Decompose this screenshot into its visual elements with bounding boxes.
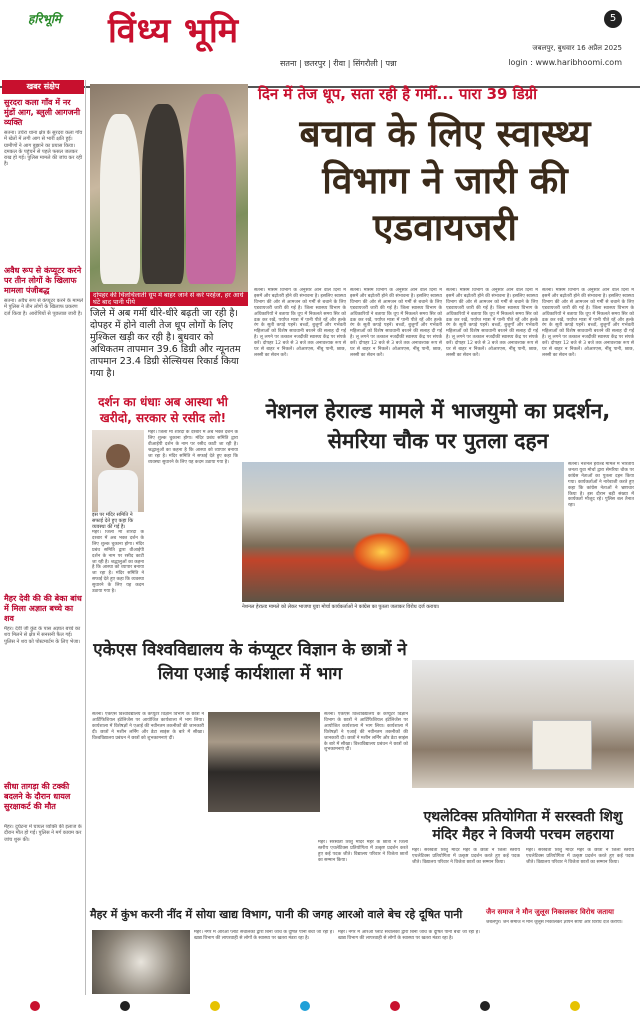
darshan-body: मैहर। जिला मां शारदा के दरबार में अब भक्त दर्शन के लिए शुल्क चुकाना होगा। मंदिर प्रबंध समिति द्वारा वीआईपी दर्शन के नाम पर रसीद काटी जा रही है। श्रद्धालुओं का कहना है कि आस्था को व्यापार बनाया जा रहा है। मंदिर समिति ने सफाई देते हुए कहा कि व्यवस्था सुधारने के लिए यह कदम उठाया गया है।	[148, 430, 238, 465]
darshan-photo-caption: इस पर मंदिर समिति ने सफाई देते हुए कहा कि व्यवस्था की गई है।	[92, 512, 134, 530]
brief-headline: अवैध रूप से कंप्यूटर करने पर तीन लोगों के खिलाफ मामला पंजीबद्ध	[4, 266, 82, 295]
darshan-headline: दर्शन का धंधाः अब आस्था भी खरीदो, सरकार से रसीद लो!	[98, 395, 228, 425]
lead-subdeck: जिले में अब गर्मी धीरे-धीरे बढ़ती जा रही है। दोपहर में होने वाली तेज धूप लोगों के लिए मुश्किल खड़ी कर रही है। बुधवार को अधिकतम तापमान 39.6 डिग्री और न्यूनतम तापमान 23.4 डिग्री सेल्सियस रिकार्ड किया गया है।	[90, 308, 241, 379]
page-header	[0, 0, 640, 88]
darshan-body-cont: मैहर। जिला मां शारदा के दरबार में अब भक्त दर्शन के लिए शुल्क चुकाना होगा। मंदिर प्रबंध समिति द्वारा वीआईपी दर्शन के नाम पर रसीद काटी जा रही है। श्रद्धालुओं का कहना है कि आस्था को व्यापार बनाया जा रहा है। मंदिर समिति ने सफाई देते हुए कहा कि व्यवस्था सुधारने के लिए यह कदम उठाया गया है।	[92, 530, 144, 595]
lead-body-col4: सतना। मौसम विभाग के अनुसार आने वाले दिनों में इसमें और बढ़ोतरी होने की संभावना है। इसलिए स्वास्थ्य विभाग की ओर से आमजन को गर्मी से बचाने के लिए एडवायजरी जारी की गई है। जिला स्वास्थ्य विभाग के अधिकारियों ने बताया कि धूप में निकलते समय सिर को ढक कर रखें, पर्याप्त मात्रा में पानी पीते रहें और हल्के रंग के सूती कपड़े पहनें। बच्चों, बुजुर्गों और गर्भवती महिलाओं को विशेष सावधानी बरतने की सलाह दी गई है। लू लगने पर तत्काल नजदीकी स्वास्थ्य केंद्र पर संपर्क करें। दोपहर 12 बजे से 3 बजे तक अनावश्यक रूप से घर से बाहर न निकलें। ओआरएस, नींबू पानी, छाछ, लस्सी का सेवन करें।	[542, 288, 634, 358]
lead-headline: बचाव के लिए स्वास्थ्य विभाग ने जारी की एडवायजरी	[299, 112, 591, 249]
lead-body-col3: सतना। मौसम विभाग के अनुसार आने वाले दिनों में इसमें और बढ़ोतरी होने की संभावना है। इसलिए स्वास्थ्य विभाग की ओर से आमजन को गर्मी से बचाने के लिए एडवायजरी जारी की गई है। जिला स्वास्थ्य विभाग के अधिकारियों ने बताया कि धूप में निकलते समय सिर को ढक कर रखें, पर्याप्त मात्रा में पानी पीते रहें और हल्के रंग के सूती कपड़े पहनें। बच्चों, बुजुर्गों और गर्भवती महिलाओं को विशेष सावधानी बरतने की सलाह दी गई है। लू लगने पर तत्काल नजदीकी स्वास्थ्य केंद्र पर संपर्क करें। दोपहर 12 बजे से 3 बजे तक अनावश्यक रूप से घर से बाहर न निकलें। ओआरएस, नींबू पानी, छाछ, लस्सी का सेवन करें।	[446, 288, 538, 358]
athletics-headline: एथलेटिक्स प्रतियोगिता में सरस्वती शिशु मंदिर मैहर ने विजयी परचम लहराया	[423, 809, 623, 843]
darshan-photo	[92, 430, 144, 512]
school-body: मैहर। सरस्वती शिशु मंदिर मैहर के छात्रों ने जिला स्तरीय एथलेटिक्स प्रतियोगिता में उत्कृष्ट प्रदर्शन करते हुए कई पदक जीते। विद्यालय परिवार ने विजेता छात्रों का सम्मान किया।	[318, 840, 408, 863]
lead-photo-caption: दोपहर की चिलचिलाती धूप में बाहर जाने से करें परहेज, हर आधे घंटे बाद पानी पीये	[90, 292, 248, 306]
mehar-body: मैहर। नगर में आरओ प्लांट संचालकों द्वारा बिना जांच के दूषित पानी बेचा जा रहा है। खाद्य विभाग की लापरवाही से लोगों के स्वास्थ्य पर खतरा मंडरा रहा है।	[194, 930, 334, 941]
jain-headline: जैन समाज ने मौन जुलूस निकालकर विरोध जताया	[486, 908, 614, 916]
athletics-body-cont: मैहर। सरस्वती शिशु मंदिर मैहर के छात्रों ने जिला स्तरीय एथलेटिक्स प्रतियोगिता में उत्कृष्ट प्रदर्शन करते हुए कई पदक जीते। विद्यालय परिवार ने विजेता छात्रों का सम्मान किया।	[526, 848, 634, 865]
lead-kicker: दिन में तेज धूप, सता रही है गर्मी... पारा 39 डिग्री	[258, 85, 537, 103]
national-herald-body: सतना। नेशनल हेराल्ड मामले में भारतीय जनता युवा मोर्चा द्वारा सेमरिया चौक पर कांग्रेस नेताओं का पुतला दहन किया गया। कार्यकर्ताओं ने नारेबाजी करते हुए कहा कि कांग्रेस नेताओं ने भ्रष्टाचार किया है। इस दौरान बड़ी संख्या में कार्यकर्ता मौजूद रहे। पुलिस बल तैनात रहा।	[568, 462, 634, 509]
protest-photo-caption: नेशनल हेराल्ड मामले को लेकर भाजपा युवा मोर्चा कार्यकर्ताओं ने कांग्रेस का पुतला जलाकर विरोध दर्ज कराया।	[242, 604, 440, 610]
athletics-photo	[412, 660, 634, 788]
edition-line: सतना | छतरपुर | रीवा | सिंगरौली | पन्ना	[280, 59, 397, 68]
news-brief-sidebar	[0, 80, 86, 995]
mehar-headline: मैहर में कुंभ करनी नींद में सोया खाद्य विभाग, पानी की जगह आरओ वाले बेच रहे दूषित पानी	[90, 908, 463, 921]
academic-body: सतना। एकेएस विश्वविद्यालय के कंप्यूटर विज्ञान विभाग के छात्रों ने आर्टिफिशियल इंटेलिजेंस पर आयोजित कार्यशाला में भाग लिया। कार्यशाला में विशेषज्ञों ने एआई की नवीनतम तकनीकों की जानकारी दी। छात्रों ने मशीन लर्निंग और डेटा साइंस के बारे में सीखा। विश्वविद्यालय प्रबंधन ने छात्रों को शुभकामनाएं दीं।	[92, 712, 204, 741]
registration-marks	[0, 997, 640, 1015]
website-link[interactable]: login : www.haribhoomi.com	[508, 58, 622, 67]
lead-photo	[90, 84, 248, 292]
protest-photo	[242, 462, 564, 602]
brief-text: मैहर। दुर्घटना में घायल व्यक्ति की इलाज के दौरान मौत हो गई। पुलिस ने मर्ग कायम कर जांच शुरू की।	[4, 824, 82, 843]
sidebar-label: खबर संक्षेप	[2, 80, 84, 94]
lead-body-col2: सतना। मौसम विभाग के अनुसार आने वाले दिनों में इसमें और बढ़ोतरी होने की संभावना है। इसलिए स्वास्थ्य विभाग की ओर से आमजन को गर्मी से बचाने के लिए एडवायजरी जारी की गई है। जिला स्वास्थ्य विभाग के अधिकारियों ने बताया कि धूप में निकलते समय सिर को ढक कर रखें, पर्याप्त मात्रा में पानी पीते रहें और हल्के रंग के सूती कपड़े पहनें। बच्चों, बुजुर्गों और गर्भवती महिलाओं को विशेष सावधानी बरतने की सलाह दी गई है। लू लगने पर तत्काल नजदीकी स्वास्थ्य केंद्र पर संपर्क करें। दोपहर 12 बजे से 3 बजे तक अनावश्यक रूप से घर से बाहर न निकलें। ओआरएस, नींबू पानी, छाछ, लस्सी का सेवन करें।	[350, 288, 442, 358]
brief-text: सतना। अवैध रूप से कंप्यूटर करने के मामले में पुलिस ने तीन लोगों के खिलाफ प्रकरण दर्ज किया है। आरोपियों से पूछताछ जारी है।	[4, 298, 84, 317]
lead-body-col1: सतना। मौसम विभाग के अनुसार आने वाले दिनों में इसमें और बढ़ोतरी होने की संभावना है। इसलिए स्वास्थ्य विभाग की ओर से आमजन को गर्मी से बचाने के लिए एडवायजरी जारी की गई है। जिला स्वास्थ्य विभाग के अधिकारियों ने बताया कि धूप में निकलते समय सिर को ढक कर रखें, पर्याप्त मात्रा में पानी पीते रहें और हल्के रंग के सूती कपड़े पहनें। बच्चों, बुजुर्गों और गर्भवती महिलाओं को विशेष सावधानी बरतने की सलाह दी गई है। लू लगने पर तत्काल नजदीकी स्वास्थ्य केंद्र पर संपर्क करें। दोपहर 12 बजे से 3 बजे तक अनावश्यक रूप से घर से बाहर न निकलें। ओआरएस, नींबू पानी, छाछ, लस्सी का सेवन करें।	[254, 288, 346, 358]
academic-headline: एकेएस विश्वविद्यालय के कंप्यूटर विज्ञान के छात्रों ने लिया एआई कार्यशाला में भाग	[93, 640, 407, 684]
jain-body: जबलपुर। जैन समाज ने मौन जुलूस निकालकर ज्ञापन सौंपा और विरोध दर्ज कराया।	[486, 920, 623, 925]
academic-body-cont: सतना। एकेएस विश्वविद्यालय के कंप्यूटर विज्ञान विभाग के छात्रों ने आर्टिफिशियल इंटेलिजेंस पर आयोजित कार्यशाला में भाग लिया। कार्यशाला में विशेषज्ञों ने एआई की नवीनतम तकनीकों की जानकारी दी। छात्रों ने मशीन लर्निंग और डेटा साइंस के बारे में सीखा। विश्वविद्यालय प्रबंधन ने छात्रों को शुभकामनाएं दीं।	[324, 712, 408, 753]
brief-text: मैहर। देवी जी कुंड के पास अज्ञात बच्चे का शव मिलने से क्षेत्र में सनसनी फैल गई। पुलिस ने शव को पोस्टमार्टम के लिए भेजा।	[4, 626, 81, 645]
brief-text: सतना। उचेरा थाना क्षेत्र के सुरदरा कला गाँव में खेतों में लगी आग से भारी क्षति हुई। ग्रामीणों ने आग बुझाने का प्रयास किया। दमकल के पहुंचने से पहले फसल जलकर राख हो गई। पुलिस मामले की जांच कर रही है।	[4, 130, 83, 168]
brand-logo: हरिभूमि	[28, 12, 62, 26]
workshop-photo	[208, 712, 320, 812]
athletics-body: मैहर। सरस्वती शिशु मंदिर मैहर के छात्रों ने जिला स्तरीय एथलेटिक्स प्रतियोगिता में उत्कृष्ट प्रदर्शन करते हुए कई पदक जीते। विद्यालय परिवार ने विजेता छात्रों का सम्मान किया।	[412, 848, 520, 865]
brief-headline: मैहर देवी की की बेका बांध में मिला अज्ञात बच्चे का शव	[4, 594, 82, 623]
page-number: 5	[604, 10, 622, 28]
dateline: जबलपुर, बुधवार 16 अप्रैल 2025	[532, 44, 622, 52]
national-herald-headline: नेशनल हेराल्ड मामले में भाजयुमो का प्रदर्शन, सेमरिया चौक पर पुतला दहन	[265, 399, 611, 453]
mehar-body-cont: मैहर। नगर में आरओ प्लांट संचालकों द्वारा बिना जांच के दूषित पानी बेचा जा रहा है। खाद्य विभाग की लापरवाही से लोगों के स्वास्थ्य पर खतरा मंडरा रहा है।	[338, 930, 480, 941]
ro-plant-photo	[92, 930, 190, 994]
brief-headline: सुरदरा कला गाँव में नर मुंडों आग, ब्लुली आगजनी व्यक्ति	[4, 98, 81, 127]
brief-headline: सीधा तागड़ा की टक्की बदलने के दौरान धायल सुरक्षाकर्ट की मौत	[4, 782, 71, 811]
masthead-title: विंध्य भूमि	[108, 11, 240, 51]
